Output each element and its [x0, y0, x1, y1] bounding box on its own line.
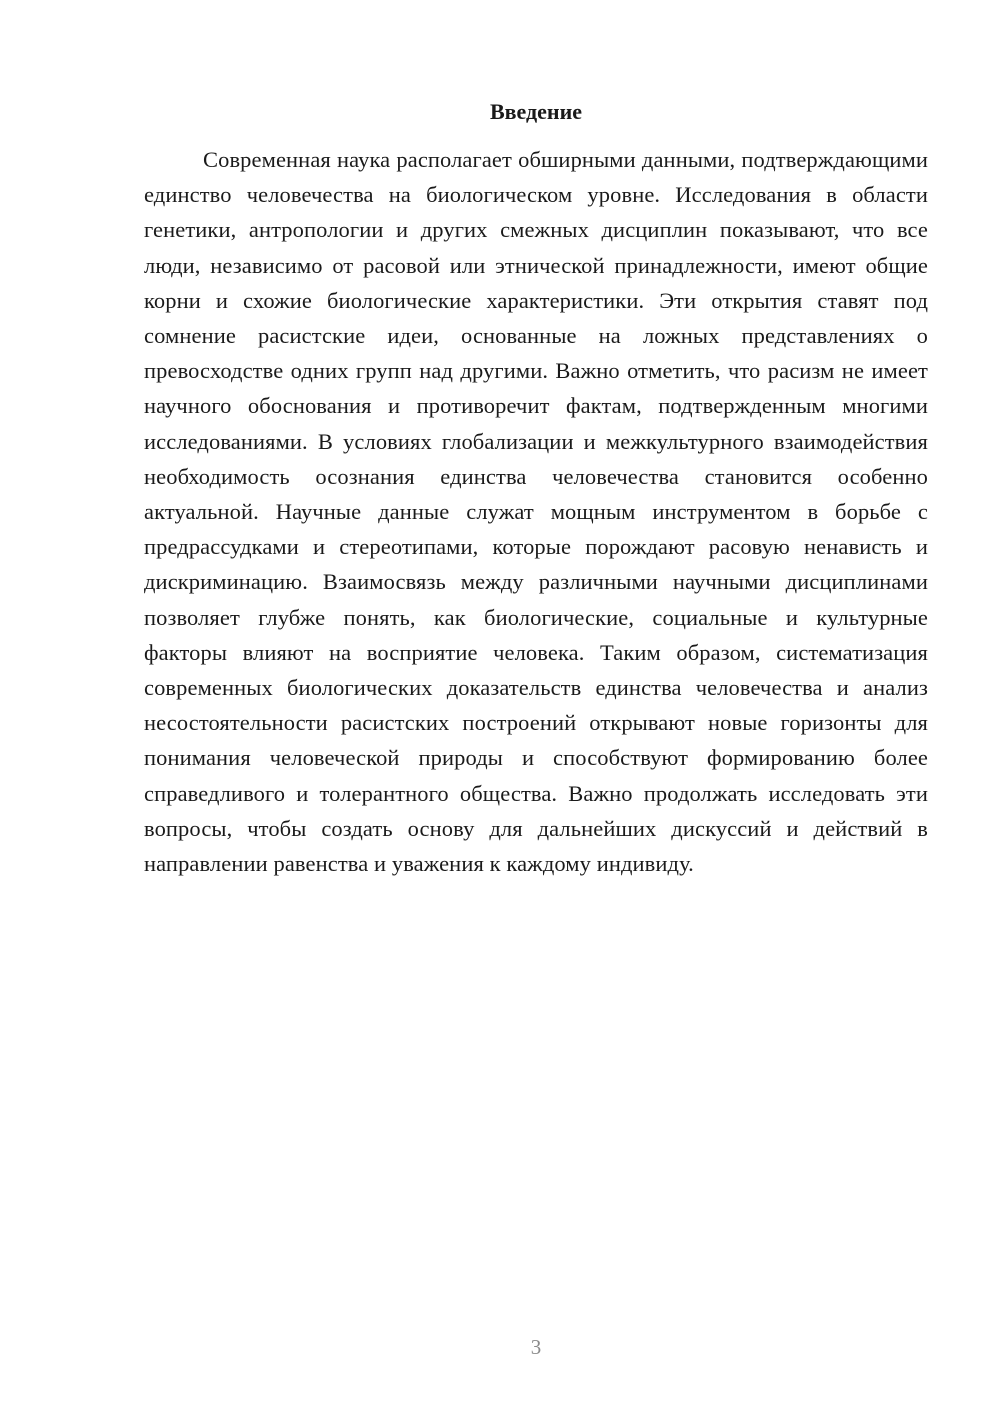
section-title: Введение	[489, 99, 583, 124]
page-number: 3	[530, 1335, 542, 1359]
body-paragraph: Современная наука располагает обширными данными, подтверждающими единство человечества на биологическом уровне. Исследования в области генетики, антропологии и других смежных дисциплин показывают, что все люди, независимо от расовой или этнической принадлежности, имеют общие корни и схожие биологические характеристики. Эти открытия ставят под сомнение расистские идеи, основанные на ложных представлениях о превосходстве одних групп над другими. Важно отметить, что расизм не имеет научного обоснования и противоречит фактам, подтвержденным многими исследованиями. В условиях глобализации и межкультурного взаимодействия необходимость осознания единства человечества становится особенно актуальной. Научные данные служат мощным инструментом в борьбе с предрассудками и стереотипами, которые порождают расовую ненависть и дискриминацию. Взаимосвязь между различными научными дисциплинами позволяет глубже понять, как биологические, социальные и культурные факторы влияют на восприятие человека. Таким образом, систематизация современных биологических доказательств единства человечества и анализ несостоятельности расистских построений открывают новые горизонты для понимания человеческой природы и способствуют формированию более справедливого и толерантного общества. Важно продолжать исследовать эти вопросы, чтобы создать основу для дальнейших дискуссий и действий в направлении равенства и уважения к каждому индивиду.	[144, 147, 928, 877]
